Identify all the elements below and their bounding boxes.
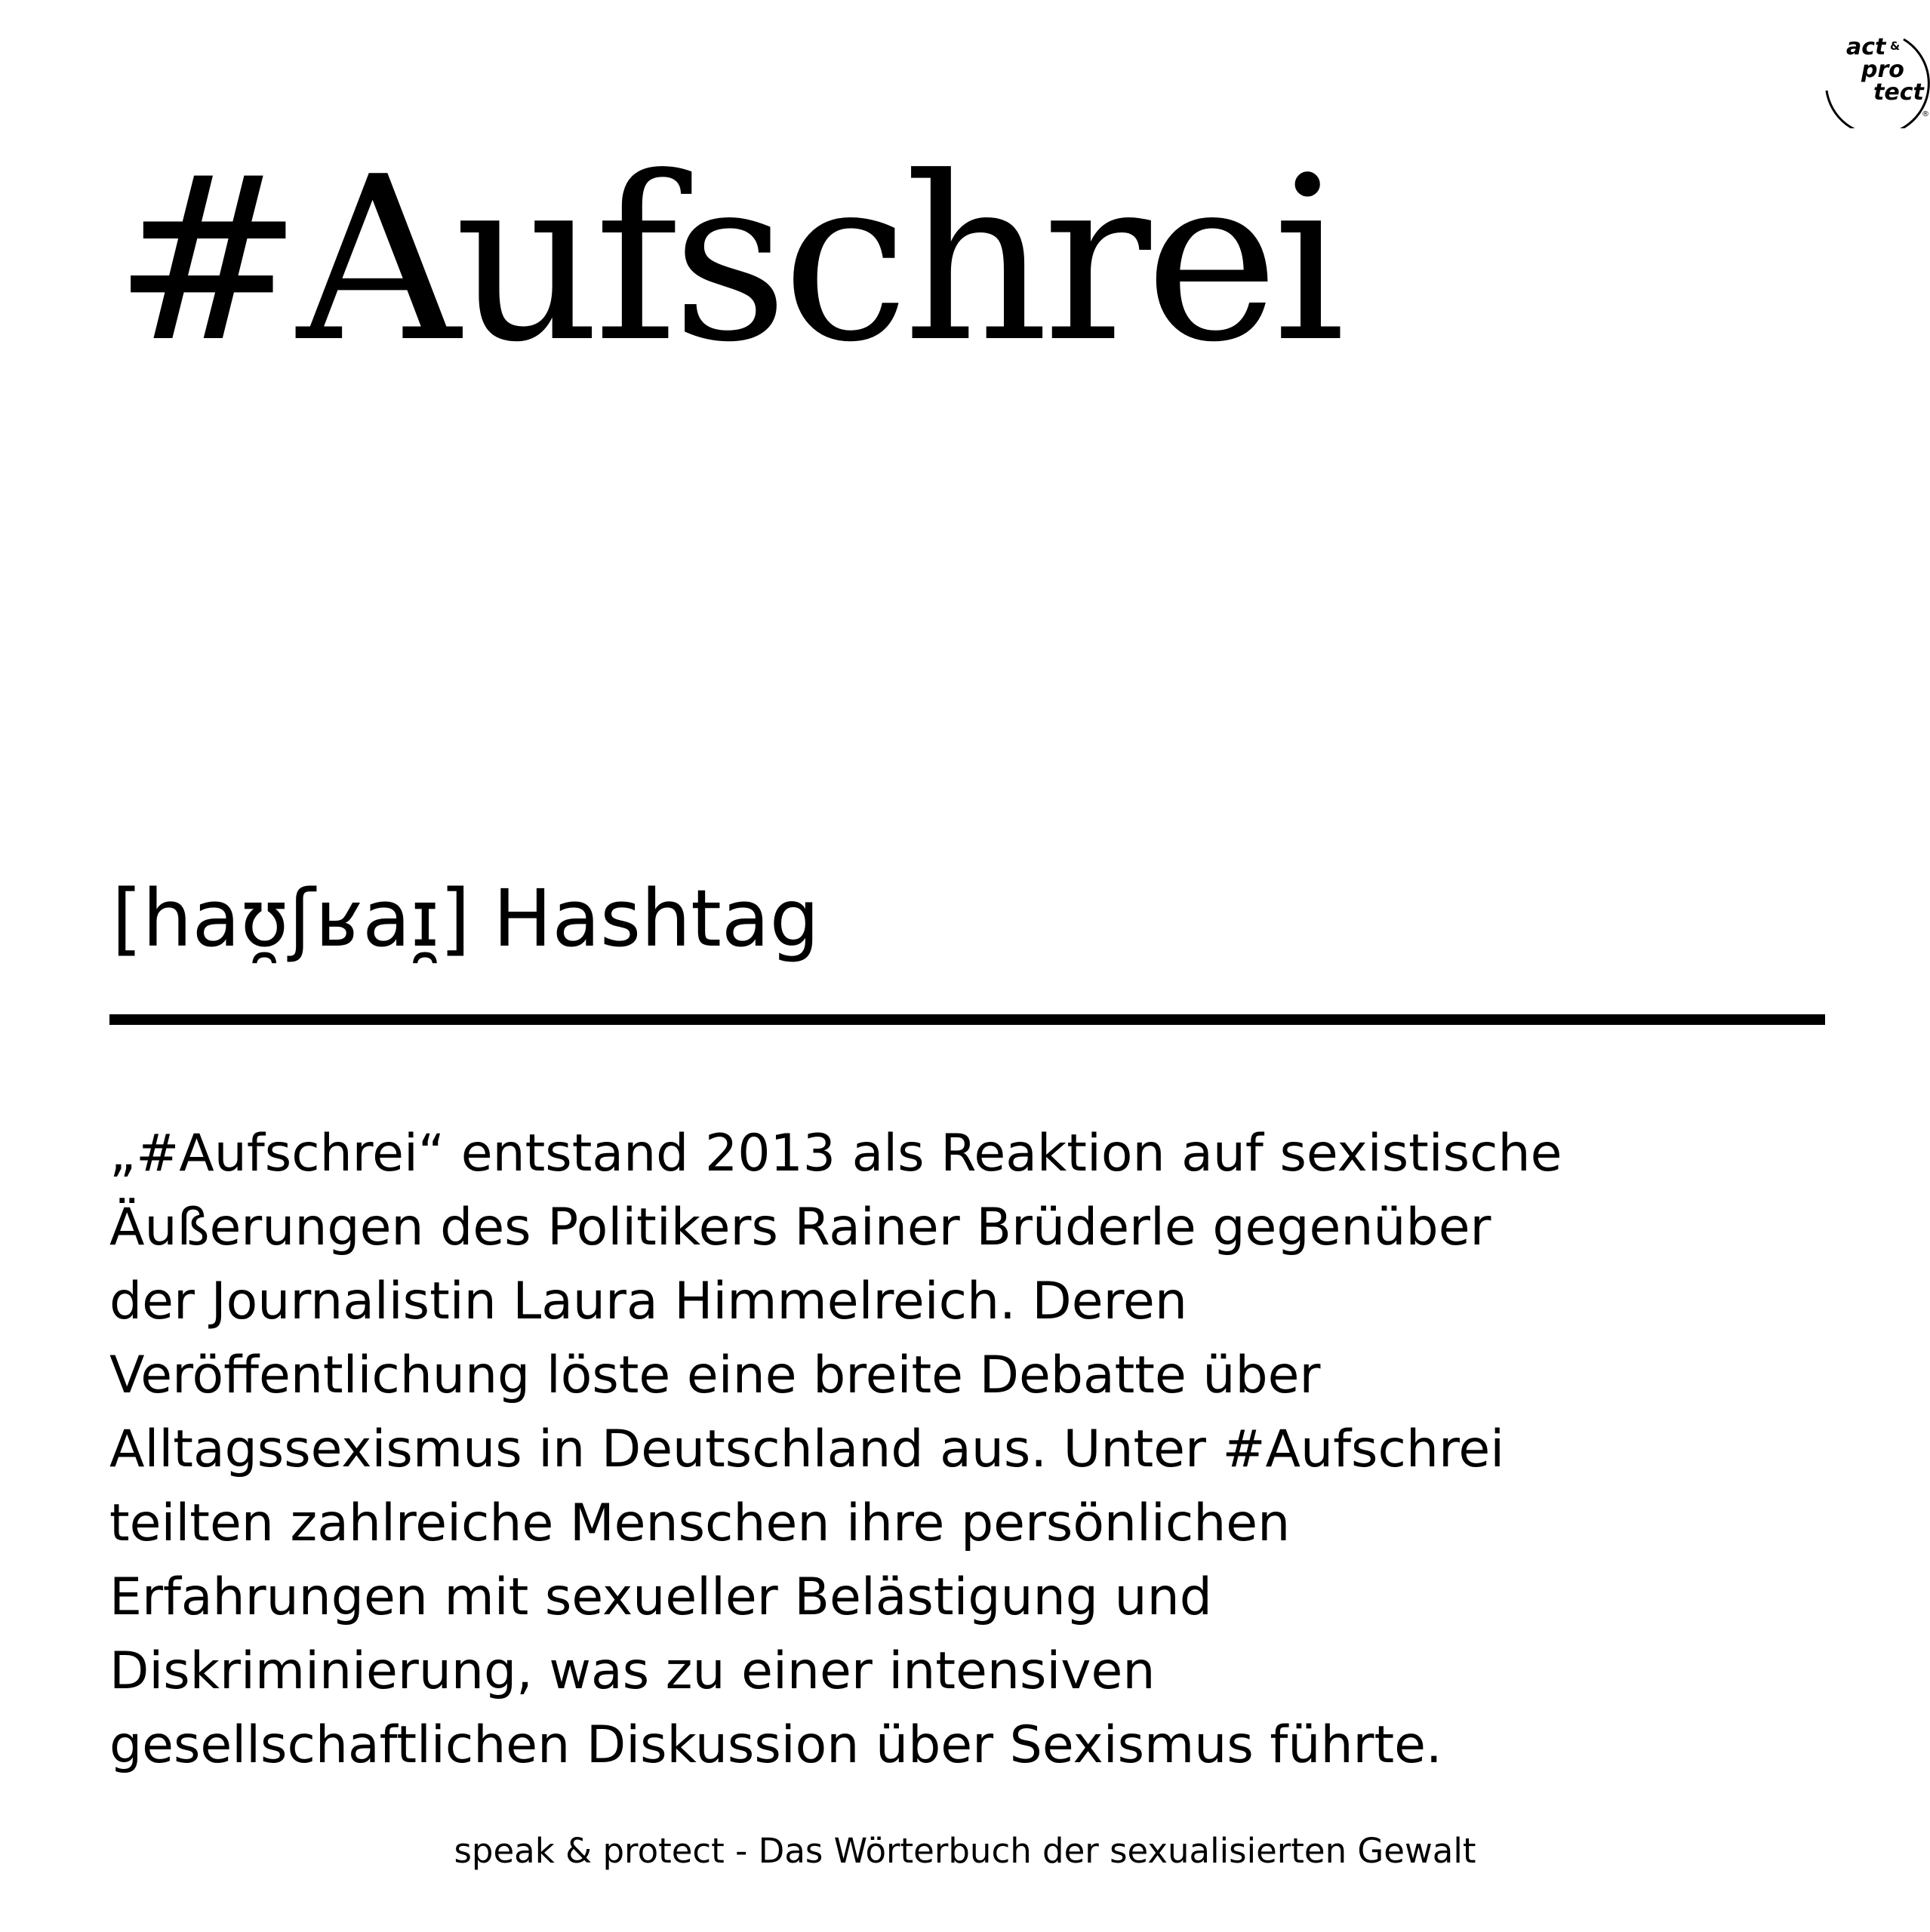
entry-ipa: [haʊ̯ʃʁaɪ̯] [112,872,471,964]
definition-line: „#Aufschrei“ entstand 2013 als Reaktion auf sexistische [109,1124,1562,1183]
logo-ampersand: & [1890,39,1901,53]
definition-line: der Journalistin Laura Himmelreich. Deren [109,1272,1187,1331]
definition-line: Erfahrungen mit sexueller Belästigung und [109,1567,1212,1627]
definition-line: teilten zahlreiche Menschen ihre persönlichen [109,1494,1291,1553]
brand-logo [1819,23,1930,128]
footer-caption: speak & protect - Das Wörterbuch der sexualisierten Gewalt [454,1831,1476,1871]
logo-text-tect: tect [1873,79,1924,106]
entry-pronunciation-line [112,872,820,964]
definition-line: Äußerungen des Politikers Rainer Brüderle gegenüber [109,1198,1491,1257]
logo-mark [1819,23,1930,128]
entry-definition [109,1117,1876,1783]
definition-line: Veröffentlichung löste eine breite Debatte über [109,1346,1321,1405]
logo-text-act: act [1846,34,1886,60]
definition-line: gesellschaftlichen Diskussion über Sexismus führte. [109,1715,1442,1775]
section-divider [109,1014,1825,1025]
entry-word-class: Hashtag [493,872,820,964]
logo-text-pro: pro [1861,57,1904,83]
definition-line: Diskriminierung, was zu einer intensiven [109,1641,1156,1701]
entry-title: #Aufschrei [113,128,1340,392]
logo-registered-mark: ® [1922,110,1929,118]
definition-line: Alltagssexismus in Deutschland aus. Unter #Aufschrei [109,1420,1505,1479]
